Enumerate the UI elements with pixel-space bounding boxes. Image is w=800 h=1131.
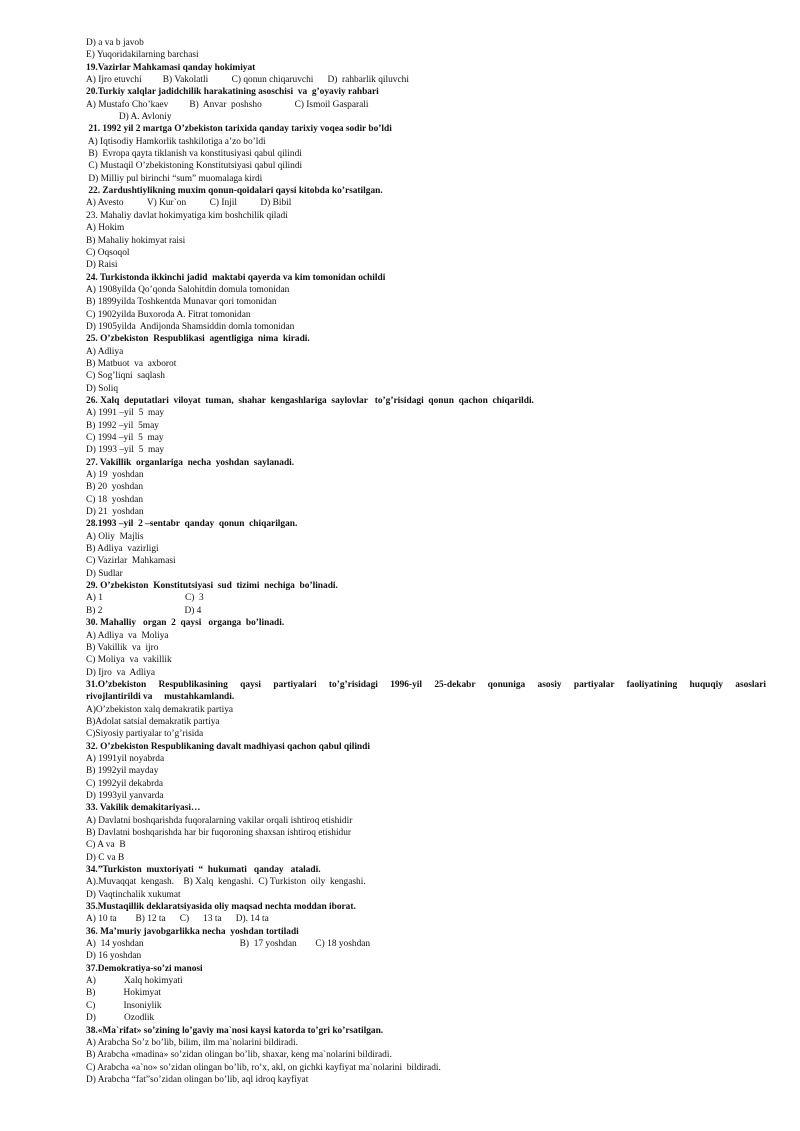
- answer-line: B) 1992 –yil 5may: [86, 420, 159, 431]
- answer-line: A) 1908yilda Qo’qonda Salohitdin domula tomonidan: [86, 284, 290, 295]
- answer-line: C) Vazirlar Mahkamasi: [86, 556, 176, 567]
- answer-line: A)O’zbekiston xalq demakratik partiya: [86, 704, 234, 715]
- answer-line: B) Hokimyat: [86, 988, 161, 999]
- question-line: 28.1993 –yil 2 –sentabr qanday qonun chiqarilgan.: [86, 519, 298, 530]
- answer-line: D) Ozodlik: [86, 1013, 155, 1024]
- question-line: 31.O’zbekiston Respublikasining qaysi partiyalari to’g’risidagi 1996-yil 25-dekabr qonuniga asosiy partiyalar faoliyatining huquqiy asoslari: [86, 679, 766, 690]
- question-line: 33. Vakilik demakitariyasi…: [86, 803, 201, 814]
- answer-line: B) 1899yilda Toshkentda Munavar qori tomonidan: [86, 297, 277, 308]
- answer-line: B) 2 D) 4: [86, 605, 202, 616]
- answer-line: C) A va B: [86, 840, 126, 851]
- answer-line: D) 21 yoshdan: [86, 507, 144, 518]
- answer-line: A) 10 ta B) 12 ta C) 13 ta D). 14 ta: [86, 914, 269, 925]
- answer-line: A) Oliy Majlis: [86, 531, 144, 542]
- answer-line: B)Adolat satsial demakratik partiya: [86, 716, 220, 727]
- answer-line: B) Matbuot va axborot: [86, 358, 177, 369]
- question-line: 26. Xalq deputatlari viloyat tuman, shahar kengashlariga saylovlar to’g’risidagi qonun qachon chiqarildi.: [86, 395, 534, 406]
- answer-line: D) Sudlar: [86, 568, 123, 579]
- question-line: 20.Turkiy xalqlar jadidchilik harakatining asoschisi va g’oyaviy rahbari: [86, 87, 379, 98]
- answer-line: A) Davlatni boshqarishda fuqoralarning vakilar orqali ishtiroq etishidir: [86, 815, 353, 826]
- answer-line: C) Insoniylik: [86, 1000, 162, 1011]
- answer-line: 23. Mahaliy davlat hokimyatiga kim boshchilik qiladi: [86, 210, 288, 221]
- answer-line: C) Oqsoqol: [86, 247, 130, 258]
- answer-line: D) Ijro va Adliya: [86, 667, 155, 678]
- answer-line: A) Hokim: [86, 223, 125, 234]
- answer-line: B) Mahaliy hokimyat raisi: [86, 235, 186, 246]
- answer-line: C) 1992yil dekabrda: [86, 778, 164, 789]
- question-line: 34.”Turkiston muxtoriyati “ hukumati qanday ataladi.: [86, 865, 321, 876]
- answer-line: A) 19 yoshdan: [86, 470, 144, 481]
- answer-line: C) 1902yilda Buxoroda A. Fitrat tomonidan: [86, 309, 251, 320]
- question-line: 32. O’zbekiston Respublikaning davalt madhiyasi qachon qabul qilindi: [86, 741, 370, 752]
- answer-line: A) 14 yoshdan B) 17 yoshdan C) 18 yoshdan: [86, 939, 371, 950]
- answer-line: D) 1993yil yanvarda: [86, 790, 164, 801]
- answer-line: D) Milliy pul birinchi “sum” muomalaga kirdi: [86, 173, 263, 184]
- answer-line: C) Sog’liqni saqlash: [86, 371, 165, 382]
- answer-line: B) 1992yil mayday: [86, 766, 159, 777]
- question-line: 38.«Ma`rifat» so’zining lo’gaviy ma`nosi kaysi katorda to’gri ko’rsatilgan.: [86, 1025, 384, 1036]
- question-line: 25. O’zbekiston Respublikasi agentligiga nima kiradi.: [86, 334, 310, 345]
- answer-line: D) Vaqtinchalik xukumat: [86, 889, 181, 900]
- answer-line: C) Moliya va vakillik: [86, 655, 172, 666]
- answer-line: A) Avesto V) Kur`on C) Injil D) Bibil: [86, 198, 292, 209]
- answer-line: A) Xalq hokimyati: [86, 976, 183, 987]
- question-line: 21. 1992 yil 2 martga O’zbekiston tarixida qanday tarixiy voqea sodir bo’ldi: [86, 124, 392, 135]
- answer-line: C)Siyosiy partiyalar to’g’risida: [86, 729, 204, 740]
- answer-line: D) C va B: [86, 852, 125, 863]
- answer-line: A) 1991 –yil 5 may: [86, 408, 165, 419]
- answer-line: C) Arabcha «a`no» so’zidan olingan bo’lib, ro’x, akl, on gichki kayfiyat ma`nolarini bildiradi.: [86, 1062, 441, 1073]
- answer-line: C) Mustaqil O’zbekistoning Konstitutsiyasi qabul qilindi: [86, 161, 303, 172]
- answer-line: B) Davlatni boshqarishda har bir fuqoroning shaxsan ishtiroq etishidur: [86, 828, 352, 838]
- answer-line: A) Iqtisodiy Hamkorlik tashkilotiga a’zo bo’ldi: [86, 136, 266, 147]
- answer-line: A) Adliya: [86, 346, 124, 357]
- question-line: 27. Vakillik organlariga necha yoshdan saylanadi.: [86, 457, 295, 468]
- document-page: [86, 37, 766, 1086]
- answer-line: C) 18 yoshdan: [86, 494, 144, 505]
- answer-line: B) Arabcha «madina» so’zidan olingan bo’lib, shaxar, keng ma`nolarini bildiradi.: [86, 1050, 392, 1061]
- answer-line: D) 1993 –yil 5 may: [86, 445, 165, 456]
- answer-line: E) Yuqoridakilarning barchasi: [86, 50, 199, 61]
- answer-line: B) Adliya vazirligi: [86, 544, 159, 555]
- answer-line: B) 20 yoshdan: [86, 482, 144, 493]
- answer-line: A).Muvaqqat kengash. B) Xalq kengashi. C) Turkiston oily kengashi.: [86, 877, 366, 888]
- question-line: 24. Turkistonda ikkinchi jadid maktabi qayerda va kim tomonidan ochildi: [86, 272, 386, 283]
- question-line: 37.Demokratiya-so’zi manosi: [86, 963, 203, 974]
- answer-line: A) Ijro etuvchi B) Vakolatli C) qonun chiqaruvchi D) rahbarlik qiluvchi: [86, 75, 409, 86]
- question-line: 22. Zardushtiylikning muxim qonun-qoidalari qaysi kitobda ko’rsatilgan.: [86, 186, 383, 197]
- answer-line: D) A. Avloniy: [86, 112, 172, 123]
- answer-line: B) Evropa qayta tiklanish va konstitusiyasi qabul qilindi: [86, 149, 302, 160]
- question-line: 30. Mahalliy organ 2 qaysi organga bo’linadi.: [86, 618, 285, 629]
- answer-line: D) Raisi: [86, 260, 118, 271]
- question-line: 19.Vazirlar Mahkamasi qanday hokimiyat: [86, 62, 256, 73]
- answer-line: A) 1 C) 3: [86, 593, 204, 604]
- answer-line: A) 1991yil noyabrda: [86, 753, 165, 764]
- answer-line: D) Soliq: [86, 383, 119, 394]
- answer-line: C) 1994 –yil 5 may: [86, 433, 164, 443]
- question-line: 29. O’zbekiston Konstitutsiyasi sud tizimi nechiga bo’linadi.: [86, 581, 338, 592]
- answer-line: D) Arabcha “fat”so’zidan olingan bo’lib, aql idroq kayfiyat: [86, 1074, 309, 1085]
- question-line: 35.Mustaqillik deklaratsiyasida oliy maqsad nechta moddan iborat.: [86, 902, 356, 913]
- answer-line: A) Mustafo Cho’kaev B) Anvar poshsho C) Ismoil Gasparali: [86, 99, 369, 110]
- answer-line: A) Adliya va Moliya: [86, 630, 169, 641]
- answer-line: D) a va b javob: [86, 38, 144, 48]
- question-line: rivojlantirildi va mustahkamlandi.: [86, 692, 235, 703]
- answer-line: A) Arabcha So’z bo’lib, bilim, ilm ma`nolarini bildiradi.: [86, 1037, 298, 1048]
- answer-line: D) 16 yoshdan: [86, 951, 142, 962]
- question-line: 36. Ma’muriy javobgarlikka necha yoshdan tortiladi: [86, 926, 299, 937]
- answer-line: D) 1905yilda Andijonda Shamsiddin domla tomonidan: [86, 321, 295, 332]
- answer-line: B) Vakillik va ijro: [86, 642, 159, 653]
